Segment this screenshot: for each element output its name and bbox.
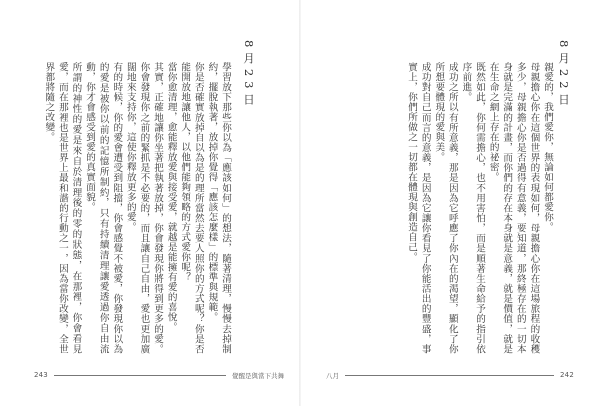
paragraph: 成功之所以有所意義，那是因為它呼應了你內在的渴望，顯化了你所想要體現的愛與美。 xyxy=(433,62,458,354)
right-page xyxy=(300,0,600,406)
footer-rule xyxy=(54,375,226,376)
page-footer xyxy=(326,368,574,382)
running-title: 覺醒是與當下共舞 xyxy=(232,371,284,380)
page-footer xyxy=(34,368,284,382)
paragraph: 當你愈清理，愈能釋放愛與接受愛，就越是能擁有愛的喜悅。 xyxy=(165,62,177,332)
paragraph: 其實，正確地讓你坐著把執著放掉，你會發現你將得到更多的愛。你會發現你之前的緊抓是不必要的，而且讓自己自由，愛也更加廣闊地來支持你，這使你釋放更多的愛。 xyxy=(124,62,164,354)
paragraph: 既然如此，你何需擔心，也不用害怕，而是順著生命給予的指引依序前進。 xyxy=(460,62,486,354)
entry-body xyxy=(406,62,554,354)
paragraph: 你是否確實放掉自以為是的理所當然去要人照你的方式呢？你是否能開放地讓他人，以他們能夠領略的方式愛你呢？ xyxy=(179,62,204,354)
footer-rule xyxy=(345,375,554,376)
running-title: 八月 xyxy=(326,371,339,380)
entry-date: 8月23日 xyxy=(242,40,256,110)
entry-body xyxy=(43,62,232,354)
paragraph: 親愛的，我們愛你，無論如何都愛你。 xyxy=(542,62,553,232)
paragraph: 母親擔心你在這個世界的表現如何，母親擔心你在這場旅程的收穫多少，母親擔心你是否過得有意義，要知道，那終極存在的一切本身就是完滿的計畫，而你們的存在本身就是意義，就是價值，就是在生命之網上存在的祕密。 xyxy=(487,62,540,354)
page-number: 242 xyxy=(560,371,574,379)
entry-date: 8月22日 xyxy=(557,40,571,110)
page-number: 243 xyxy=(34,371,48,379)
paragraph: 成功對自己而言的意義，是因為它讓你看見了你能活出的豐盛，事實上，你們所做之一切都在體現與創造自己。 xyxy=(406,62,431,354)
paragraph: 有的時候，你的愛會遭受到阻擋，你會感覺不被愛，你發現你以為的愛是被你以前的記憶所制約，只有持續清理讓愛透過你自由流動，你才會感受到愛的真實面貌。 xyxy=(84,62,123,354)
paragraph: 學習放下那些你以為「應該如何」的想法，隨著清理，慢慢去掉制約，擺脫執著，放掉你覺得「應該怎麼樣」的標準與規範。 xyxy=(206,62,231,354)
paragraph: 所謂的神性的愛是來自於清理後的零的狀態，在那裡，你會看見愛，而在那裡也是世界上最和諧的行動之一，因為當你改變，全世界都將隨之改變。 xyxy=(43,62,82,354)
